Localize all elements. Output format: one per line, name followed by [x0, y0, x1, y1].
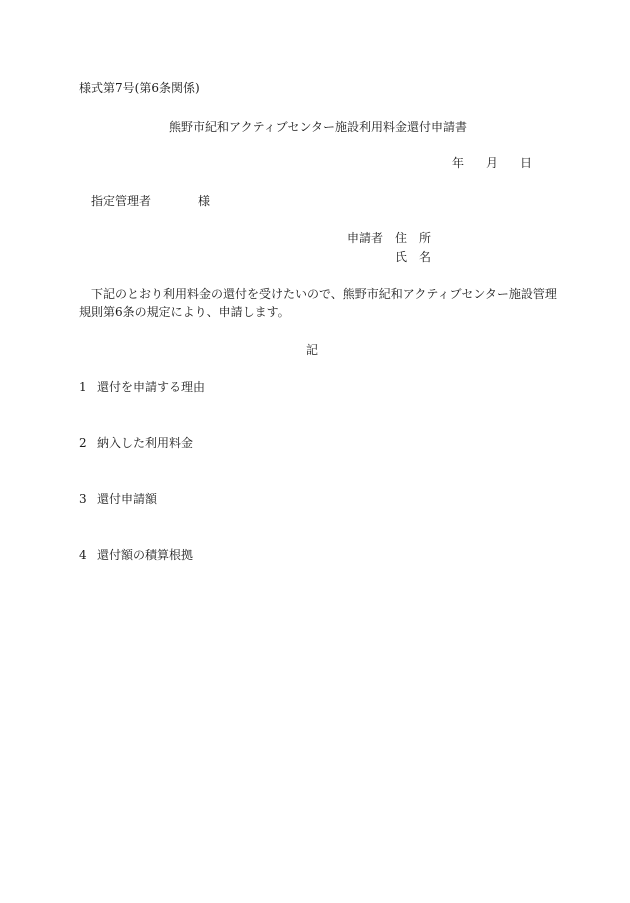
body-text-line-1: 下記のとおり利用料金の還付を受けたいので、熊野市紀和アクティブセンター施設管理 [91, 287, 557, 301]
date-day: 日 [520, 156, 533, 170]
addressee [91, 194, 210, 208]
date-row [452, 156, 532, 170]
item-label: 還付を申請する理由 [97, 380, 206, 394]
ki-heading: 記 [306, 343, 319, 357]
list-item [79, 548, 193, 562]
addressee-honorific: 様 [198, 194, 211, 208]
item-number: 4 [79, 548, 87, 562]
body-text-line-2: 規則第6条の規定により、申請します。 [79, 305, 290, 319]
addressee-label: 指定管理者 [91, 194, 152, 208]
list-item [79, 380, 205, 394]
item-number: 1 [79, 380, 87, 394]
applicant-label: 申請者 [347, 231, 384, 245]
list-item [79, 436, 193, 450]
document-title: 熊野市紀和アクティブセンター施設利用料金還付申請書 [168, 120, 468, 134]
date-year: 年 [452, 156, 465, 170]
item-label: 還付額の積算根拠 [97, 548, 194, 562]
item-label: 還付申請額 [97, 492, 158, 506]
item-label: 納入した利用料金 [97, 436, 194, 450]
item-number: 3 [79, 492, 87, 506]
applicant-address-label: 住 所 [395, 231, 432, 245]
form-number: 様式第7号(第6条関係) [79, 81, 200, 95]
list-item [79, 492, 157, 506]
item-number: 2 [79, 436, 87, 450]
applicant-name-label: 氏 名 [395, 250, 432, 264]
date-month: 月 [486, 156, 499, 170]
